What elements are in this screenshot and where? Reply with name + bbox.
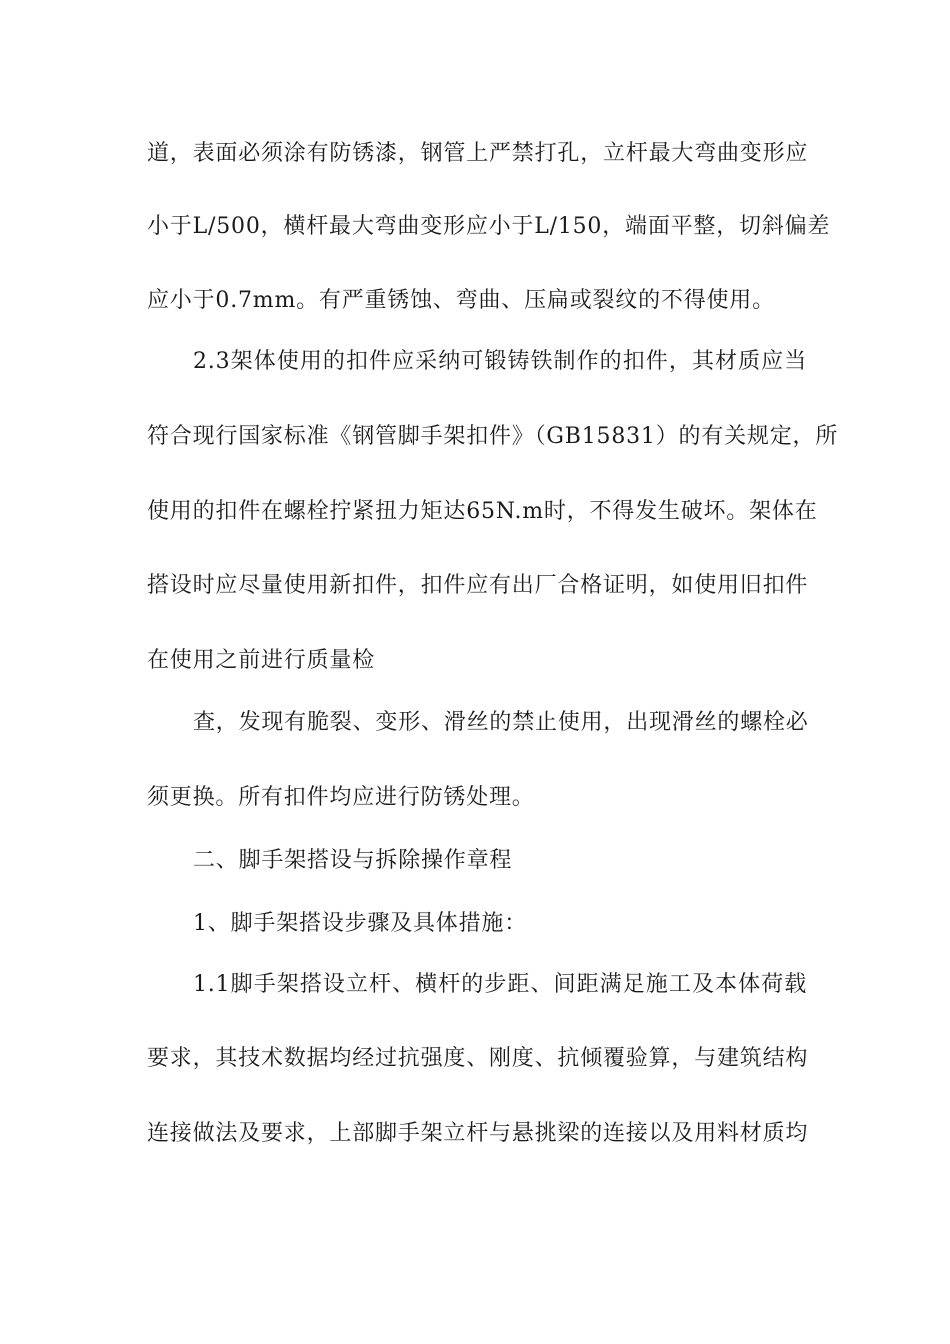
body-text-line: 搭设时应尽量使用新扣件，扣件应有出厂合格证明，如使用旧扣件 <box>147 573 809 598</box>
body-text-line: 连接做法及要求，上部脚手架立杆与悬挑梁的连接以及用料材质均 <box>147 1121 809 1146</box>
body-text-line: 1.1脚手架搭设立杆、横杆的步距、间距满足施工及本体荷载 <box>193 972 807 997</box>
subsection-heading: 1、脚手架搭设步骤及具体措施： <box>193 911 527 936</box>
body-text-line: 小于L/500，横杆最大弯曲变形应小于L/150，端面平整，切斜偏差 <box>147 214 831 239</box>
section-heading: 二、脚手架搭设与拆除操作章程 <box>193 848 513 873</box>
body-text-line: 符合现行国家标准《钢管脚手架扣件》（GB15831）的有关规定，所 <box>147 424 839 449</box>
body-text-line: 查，发现有脆裂、变形、滑丝的禁止使用，出现滑丝的螺栓必 <box>193 710 809 735</box>
body-text-line: 使用的扣件在螺栓拧紧扭力矩达65N.m时，不得发生破坏。架体在 <box>147 499 818 524</box>
body-text-line: 道，表面必须涂有防锈漆，钢管上严禁打孔，立杆最大弯曲变形应 <box>147 141 809 166</box>
body-text-line: 2.3架体使用的扣件应采纳可锻铸铁制作的扣件，其材质应当 <box>193 349 807 374</box>
body-text-line: 须更换。所有扣件均应进行防锈处理。 <box>147 785 535 810</box>
body-text-line: 要求，其技术数据均经过抗强度、刚度、抗倾覆验算，与建筑结构 <box>147 1046 809 1071</box>
body-text-line: 在使用之前进行质量检 <box>147 648 376 673</box>
body-text-line: 应小于0.7mm。有严重锈蚀、弯曲、压扁或裂纹的不得使用。 <box>147 288 775 313</box>
